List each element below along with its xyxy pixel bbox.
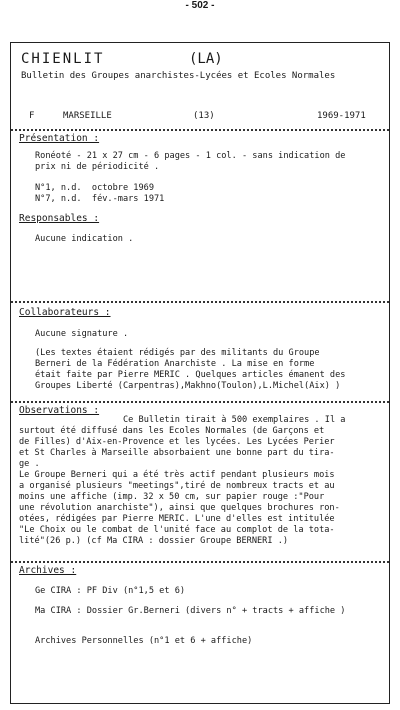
separator [11, 401, 389, 403]
archive-entry: Ma CIRA : Dossier Gr.Berneri (divers n° + tracts + affiche ) [35, 606, 346, 616]
collaborateurs-line: Aucune signature . [35, 329, 129, 339]
presentation-line: prix ni de périodicité . [35, 162, 160, 172]
observations-line: surtout été diffusé dans les Ecoles Normales (de Garçons et [19, 426, 325, 436]
issue-last: N°7, n.d. fév.-mars 1971 [35, 194, 165, 204]
card-title [21, 51, 223, 67]
collaborateurs-line: était faite par Pierre MERIC . Quelques articles émanent des [35, 370, 346, 380]
catalog-card [10, 42, 390, 704]
page-number: - 502 - [185, 0, 215, 11]
meta-city: MARSEILLE [63, 111, 112, 121]
issue-first: N°1, n.d. octobre 1969 [35, 183, 154, 193]
presentation-heading: Présentation : [19, 133, 100, 144]
meta-country: F [29, 111, 35, 121]
archive-entry: Archives Personnelles (n°1 et 6 + affiche) [35, 636, 253, 646]
collaborateurs-line: (Les textes étaient rédigés par des militants du Groupe [35, 348, 320, 358]
periodical-subtitle: Bulletin des Groupes anarchistes-Lycées et Ecoles Normales [21, 71, 336, 81]
meta-department: (13) [193, 111, 215, 121]
responsables-heading: Responsables : [19, 213, 100, 224]
collaborateurs-line: Groupes Liberté (Carpentras),Makhno(Toulon),L.Michel(Aix) ) [35, 381, 341, 391]
presentation-line: Ronéoté - 21 x 27 cm - 6 pages - 1 col. - sans indication de [35, 151, 346, 161]
observations-line: otées, rédigées par Pierre MERIC. L'une d'elles est intitulée [19, 514, 335, 524]
observations-line: ge . [19, 459, 40, 469]
responsables-text: Aucune indication . [35, 234, 134, 244]
meta-years: 1969-1971 [317, 111, 366, 121]
observations-heading: Observations : [19, 405, 100, 416]
observations-line: Le Groupe Berneri qui a été très actif pendant plusieurs mois [19, 470, 335, 480]
archive-entry: Ge CIRA : PF Div (n°1,5 et 6) [35, 586, 186, 596]
title-article: (LA) [189, 51, 223, 67]
periodical-title: CHIENLIT [21, 51, 105, 67]
observations-line: a organisé plusieurs "meetings",tiré de nombreux tracts et au [19, 481, 335, 491]
separator [11, 561, 389, 563]
collaborateurs-line: Berneri de la Fédération Anarchiste . La mise en forme [35, 359, 315, 369]
observations-line: lité"(26 p.) (cf Ma CIRA : dossier Groupe BERNERI .) [19, 536, 289, 546]
observations-line: "Le Choix ou le combat de l'unité face au complot de la tota- [19, 525, 335, 535]
archives-heading: Archives : [19, 565, 77, 576]
observations-line: de Filles) d'Aix-en-Provence et les lycées. Les Lycées Perier [19, 437, 335, 447]
collaborateurs-heading: Collaborateurs : [19, 307, 111, 318]
observations-line: Ce Bulletin tirait à 500 exemplaires . Il a [123, 415, 346, 425]
observations-line: et St Charles à Marseille absorbaient une bonne part du tira- [19, 448, 335, 458]
observations-line: moins une affiche (imp. 32 x 50 cm, sur papier rouge :"Pour [19, 492, 325, 502]
separator [11, 301, 389, 303]
separator [11, 129, 389, 131]
observations-line: une révolution anarchiste"), ainsi que quelques brochures ron- [19, 503, 340, 513]
